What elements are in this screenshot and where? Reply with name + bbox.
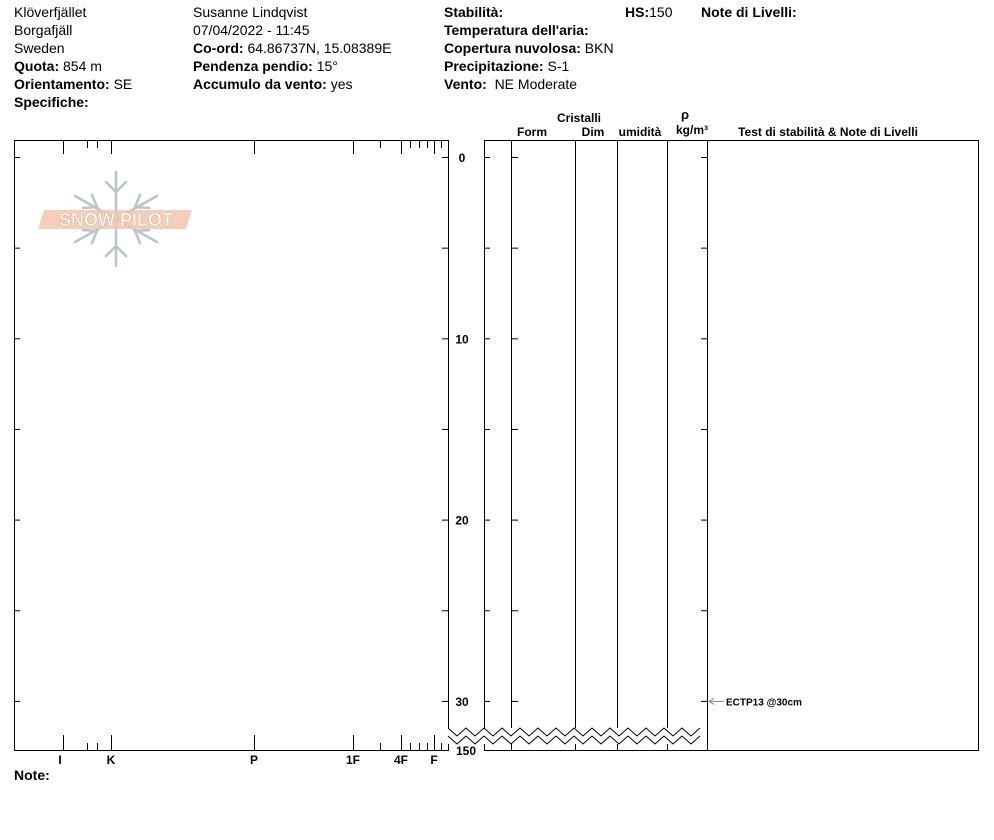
logo-text: SNOW PILOT xyxy=(59,210,173,230)
hardness-tick-label: 1F xyxy=(345,753,361,767)
wind-loading-label: Accumulo da vento: xyxy=(193,76,327,92)
notes-label: Note: xyxy=(14,767,50,783)
observer-name: Susanne Lindqvist xyxy=(193,4,308,20)
coord-label: Co-ord: xyxy=(193,40,244,56)
coord-value: 64.86737N, 15.08389E xyxy=(247,40,392,56)
cloud-value: BKN xyxy=(584,40,614,56)
form-header: Form xyxy=(517,125,547,139)
depth-axis xyxy=(14,151,707,709)
stability-notes-header: Test di stabilità & Note di Livelli xyxy=(738,125,918,139)
crystals-header: Cristalli xyxy=(556,111,602,125)
size-header: Dim xyxy=(581,125,605,139)
wind-loading-value: yes xyxy=(330,76,353,92)
density-unit-header: kg/m³ xyxy=(675,123,709,137)
density-symbol-header: ρ xyxy=(680,107,690,122)
cloud-label: Copertura nuvolosa: xyxy=(444,40,581,56)
wind-label: Vento: xyxy=(444,76,487,92)
slope-label: Pendenza pendio: xyxy=(193,58,313,74)
moisture-header: umidità xyxy=(618,125,662,139)
location-name: Klöverfjället xyxy=(14,4,87,20)
hardness-tick-label: K xyxy=(106,753,116,767)
depth-tick-label: 10 xyxy=(455,332,469,347)
layer-table-frame xyxy=(485,141,979,751)
aspect-label: Orientamento: xyxy=(14,76,110,92)
country-name: Sweden xyxy=(14,40,65,56)
hardness-plot-frame xyxy=(15,141,449,751)
stability-test-label: ECTP13 @30cm xyxy=(726,697,802,709)
stability-test-annotations xyxy=(709,697,802,708)
hs-label: HS: xyxy=(625,4,650,20)
depth-tick-label: 30 xyxy=(455,694,469,709)
depth-break xyxy=(448,728,707,744)
observation-datetime: 07/04/2022 - 11:45 xyxy=(193,22,310,38)
elevation-value: 854 m xyxy=(63,58,102,74)
hardness-tick-label: P xyxy=(249,753,259,767)
hardness-tick-label: I xyxy=(58,753,62,767)
precip-label: Precipitazione: xyxy=(444,58,544,74)
hardness-tick-label: 4F xyxy=(393,753,409,767)
specifics-label: Specifiche: xyxy=(14,94,89,110)
snowpilot-logo xyxy=(38,172,192,266)
elevation-label: Quota: xyxy=(14,58,60,74)
layer-notes-label: Note di Livelli: xyxy=(701,4,797,20)
depth-tick-label: 20 xyxy=(455,513,469,528)
slope-value: 15° xyxy=(316,58,338,74)
region-name: Borgafjäll xyxy=(14,22,73,38)
wind-value: NE Moderate xyxy=(494,76,578,92)
air-temp-label: Temperatura dell'aria: xyxy=(444,22,589,38)
hs-value: 150 xyxy=(649,4,673,20)
depth-break-label: 150 xyxy=(455,744,477,758)
depth-tick-label: 0 xyxy=(458,151,466,165)
precip-value: S-1 xyxy=(547,58,570,74)
hardness-tick-label: F xyxy=(430,753,438,767)
aspect-value: SE xyxy=(113,76,133,92)
stability-label: Stabilità: xyxy=(444,4,504,20)
